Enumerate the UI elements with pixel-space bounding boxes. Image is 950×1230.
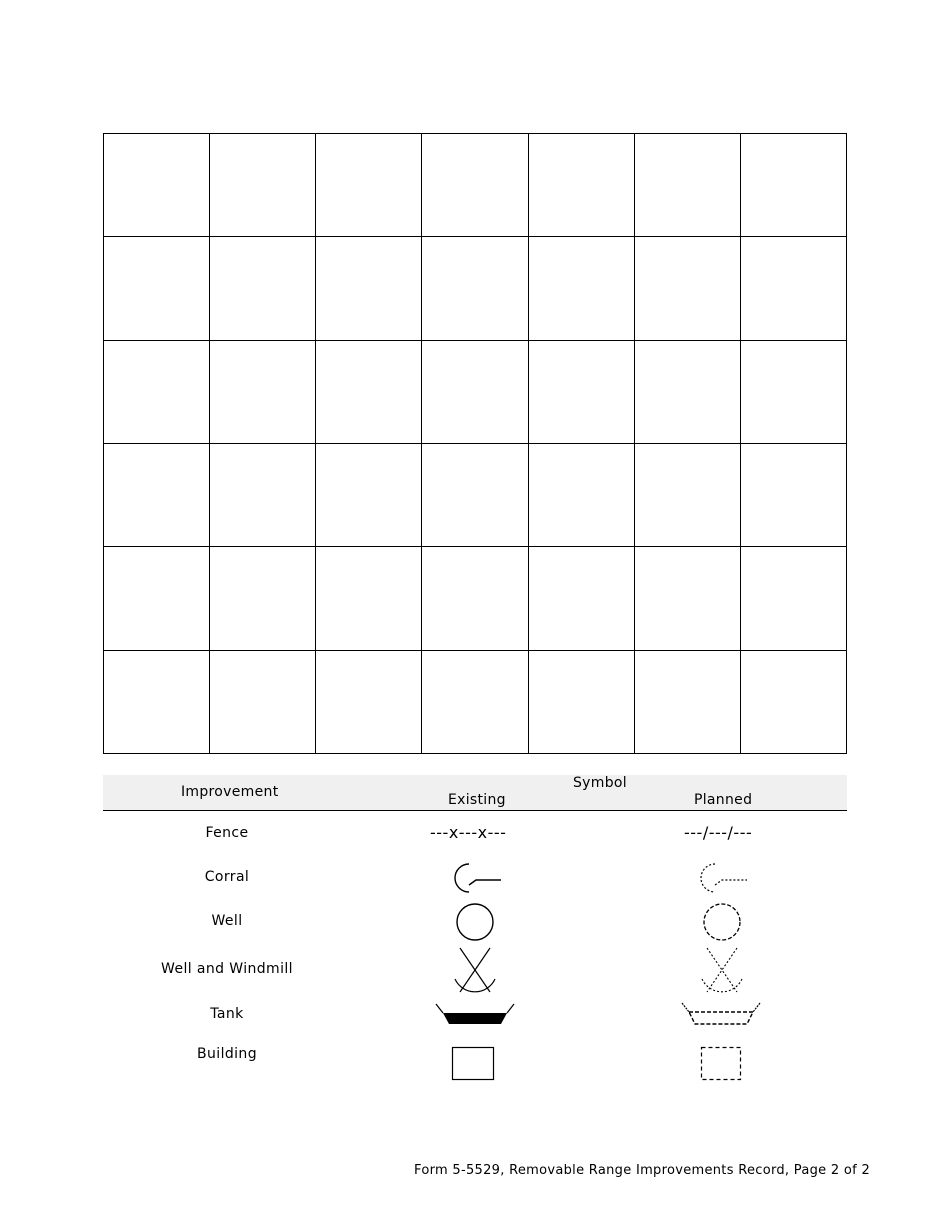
grid-cell[interactable] <box>634 340 740 443</box>
corral-planned-icon <box>690 858 750 898</box>
grid-cell[interactable] <box>740 340 846 443</box>
grid-cell[interactable] <box>422 134 528 237</box>
grid-cell[interactable] <box>740 650 846 753</box>
well-existing-icon <box>454 902 498 942</box>
legend-label-tank: Tank <box>210 1006 244 1022</box>
grid-cell[interactable] <box>316 237 422 340</box>
grid-cell[interactable] <box>210 237 316 340</box>
grid-cell[interactable] <box>210 443 316 546</box>
grid-cell[interactable] <box>104 340 210 443</box>
grid-cell[interactable] <box>528 237 634 340</box>
grid-cell[interactable] <box>422 237 528 340</box>
grid-cell[interactable] <box>422 443 528 546</box>
symbol-column-header: Symbol <box>573 775 627 791</box>
fence-existing-symbol: ---x---x--- <box>430 823 507 842</box>
building-existing-icon <box>451 1046 495 1082</box>
grid-cell[interactable] <box>104 134 210 237</box>
grid-row <box>104 134 847 237</box>
grid-cell[interactable] <box>104 237 210 340</box>
grid-cell[interactable] <box>316 650 422 753</box>
grid-cell[interactable] <box>210 340 316 443</box>
grid-cell[interactable] <box>210 134 316 237</box>
form-footer: Form 5-5529, Removable Range Improvements Record, Page 2 of 2 <box>414 1163 871 1178</box>
grid-cell[interactable] <box>422 547 528 650</box>
legend-label-well-and-windmill: Well and Windmill <box>161 961 293 977</box>
tank-existing-icon <box>434 1000 516 1028</box>
grid-cell[interactable] <box>104 650 210 753</box>
existing-column-header: Existing <box>448 792 506 808</box>
grid-cell[interactable] <box>528 650 634 753</box>
legend-label-corral: Corral <box>204 869 250 885</box>
grid-cell[interactable] <box>740 443 846 546</box>
grid-cell[interactable] <box>422 650 528 753</box>
grid-row <box>104 443 847 546</box>
corral-existing-icon <box>444 858 504 898</box>
grid-cell[interactable] <box>316 134 422 237</box>
grid-cell[interactable] <box>316 340 422 443</box>
building-planned-icon <box>700 1046 744 1082</box>
grid-cell[interactable] <box>316 443 422 546</box>
grid-cell[interactable] <box>740 237 846 340</box>
legend-label-fence: Fence <box>205 825 249 841</box>
grid-cell[interactable] <box>634 134 740 237</box>
grid-cell[interactable] <box>528 443 634 546</box>
grid-row <box>104 237 847 340</box>
grid-cell[interactable] <box>104 547 210 650</box>
grid-row <box>104 650 847 753</box>
grid-cell[interactable] <box>740 134 846 237</box>
tank-planned-icon <box>680 1000 762 1028</box>
legend-header <box>103 775 847 811</box>
grid-row <box>104 340 847 443</box>
grid-cell[interactable] <box>316 547 422 650</box>
well-planned-icon <box>701 902 745 942</box>
grid-cell[interactable] <box>210 547 316 650</box>
fence-planned-symbol: ---/---/--- <box>684 823 753 842</box>
blank-grid <box>103 133 847 754</box>
grid-cell[interactable] <box>104 443 210 546</box>
grid-cell[interactable] <box>634 650 740 753</box>
grid-cell[interactable] <box>528 340 634 443</box>
grid-cell[interactable] <box>634 443 740 546</box>
well-and-windmill-existing-icon <box>450 945 500 997</box>
planned-column-header: Planned <box>694 792 753 808</box>
improvement-column-header: Improvement <box>181 784 279 800</box>
grid-cell[interactable] <box>528 134 634 237</box>
grid-cell[interactable] <box>210 650 316 753</box>
legend-label-well: Well <box>211 913 243 929</box>
grid-cell[interactable] <box>634 237 740 340</box>
legend-label-building: Building <box>197 1046 257 1062</box>
grid-cell[interactable] <box>528 547 634 650</box>
grid-row <box>104 547 847 650</box>
grid-cell[interactable] <box>422 340 528 443</box>
well-and-windmill-planned-icon <box>697 945 747 997</box>
grid-cell[interactable] <box>740 547 846 650</box>
grid-cell[interactable] <box>634 547 740 650</box>
